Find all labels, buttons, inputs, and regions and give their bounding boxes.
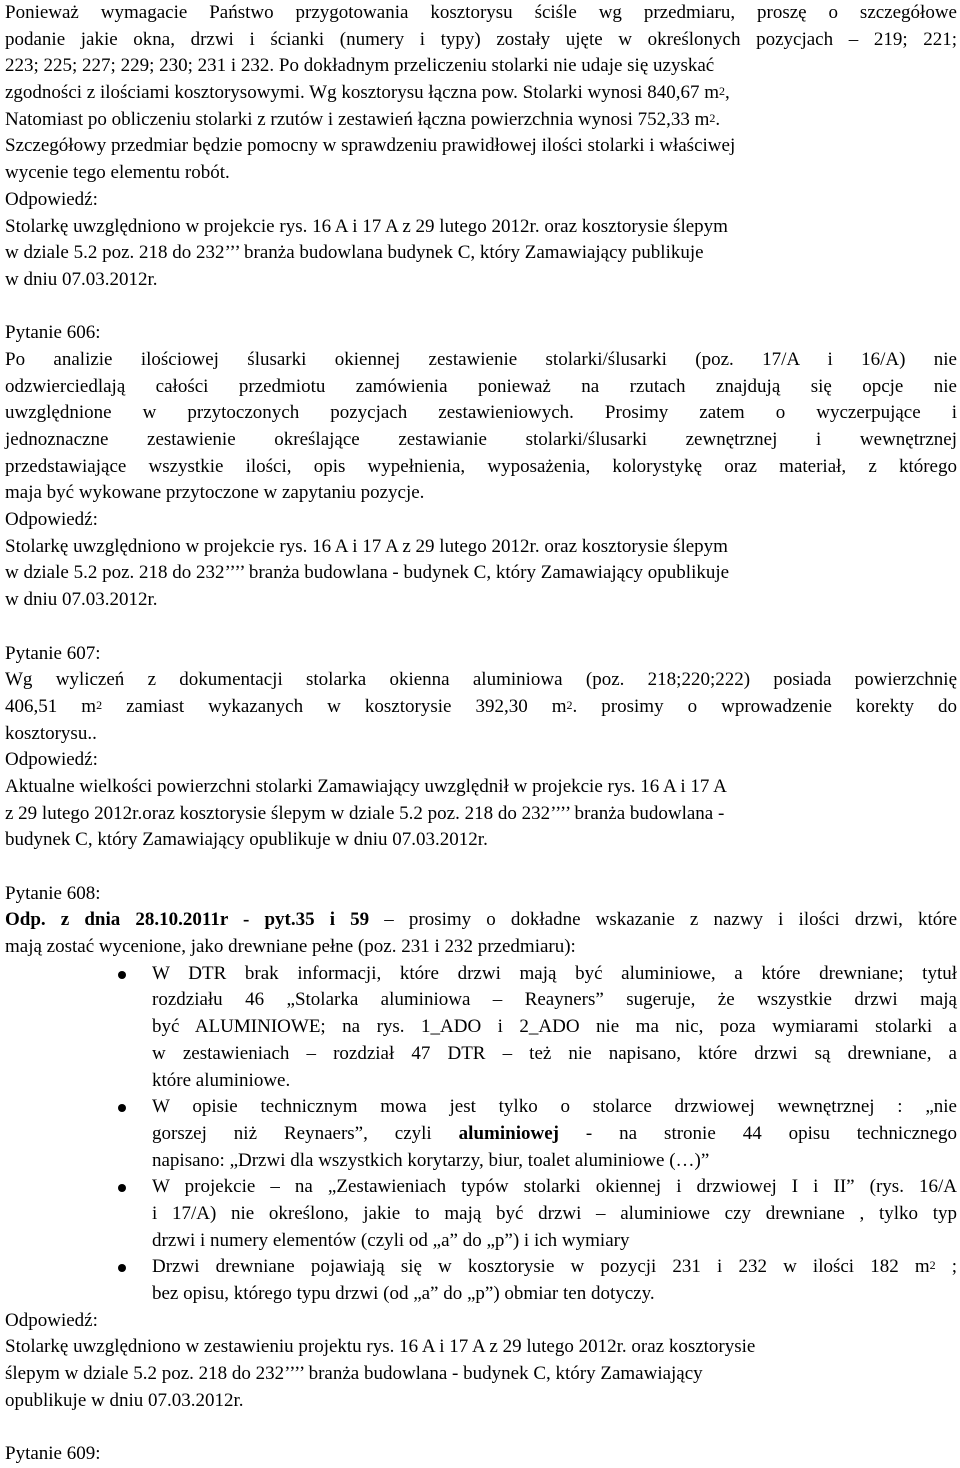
document-page [5,0,957,1468]
question-606 [5,320,957,614]
text-line: mają zostać wycenione, jako drewniane pełne (poz. 231 i 232 przedmiaru): [5,936,576,958]
bullet-line: które aluminiowe. [152,1069,291,1091]
answer-label: Odpowiedź: [5,1309,98,1331]
bullet-item [5,1254,957,1307]
answer-line: w dziale 5.2 poz. 218 do 232’’’ branża budowlana budynek C, który Zamawiający publikuje [5,242,704,264]
answer-line: z 29 lutego 2012r.oraz kosztorysie ślepym w dziale 5.2 poz. 218 do 232’’’’ branża budowlana - [5,802,725,824]
bullet-line: i 17/A) nie określono, jakie to mają być drzwi – aluminiowe czy drewniane , tylko typ [152,1202,957,1224]
answer-line: ślepym w dziale 5.2 poz. 218 do 232’’’’ branża budowlana - budynek C, który Zamawiający [5,1363,703,1385]
text-line: wycenie tego elementu robót. [5,162,230,184]
answer-line: Stolarkę uwzględniono w projekcie rys. 16 A i 17 A z 29 lutego 2012r. oraz kosztorysie ślepym [5,215,728,237]
bullet-line: bez opisu, którego typu drzwi (od „a” do „p”) obmiar ten dotyczy. [152,1283,655,1304]
question-607 [5,641,957,855]
text-line: Ponieważ wymagacie Państwo przygotowania kosztorysu ściśle wg przedmiaru, proszę o szczegółowe [5,2,957,23]
text-line: Szczegółowy przedmiar będzie pomocny w sprawdzeniu prawidłowej ilości stolarki i właściwej [5,135,736,157]
text-line: kosztorysu.. [5,722,97,744]
reference-bold: Odp. z dnia 28.10.2011r - pyt.35 i 59 [5,909,370,931]
bullet-line: być ALUMINIOWE; na rys. 1_ADO i 2_ADO nie ma nic, poza wymiarami stolarki a [152,1016,957,1038]
question-title: Pytanie 608: [5,882,101,904]
text-line: jednoznaczne zestawienie określające zestawianie stolarki/ślusarki zewnętrznej i wewnętrznej [5,429,957,450]
bullet-line: W projekcie – na „Zestawieniach typów stolarki okiennej i drzwiowej I i II” (rys. 16/A [152,1176,957,1198]
bullet-line: drzwi i numery elementów (czyli od „a” do „p”) i ich wymiary [152,1229,630,1251]
text-line: zgodności z ilościami kosztorysowymi. Wg kosztorysu łączna pow. Stolarki wynosi 840,67 $m^2$, [5,82,730,104]
question-title: Pytanie 609: [5,1443,101,1465]
answer-line: w dziale 5.2 poz. 218 do 232’’’’ branża budowlana - budynek C, który Zamawiający opublikuje [5,562,730,584]
text-line: podanie jakie okna, drzwi i ścianki (numery i typy) zostały ujęte w określonych pozycjach – 219; 221; [5,28,957,50]
answer-line: w dniu 07.03.2012r. [5,589,158,611]
text-line: 223; 225; 227; 229; 230; 231 i 232. Po dokładnym przeliczeniu stolarki nie udaje się uzyskać [5,55,715,77]
text-line: uwzględnione w przytoczonych pozycjach zestawieniowych. Prosimy zatem o wyczerpujące i [5,402,957,424]
answer-line: Stolarkę uwzględniono w projekcie rys. 16 A i 17 A z 29 lutego 2012r. oraz kosztorysie ślepym [5,535,728,557]
answer-line: Stolarkę uwzględniono w zestawieniu projektu rys. 16 A i 17 A z 29 lutego 2012r. oraz kosztorysie [5,1336,756,1358]
bullet-item [5,961,957,1094]
answer-line: opublikuje w dniu 07.03.2012r. [5,1389,244,1411]
answer-label: Odpowiedź: [5,188,98,210]
answer-label: Odpowiedź: [5,509,98,531]
text-line: maja być wykowane przytoczone w zapytaniu pozycje. [5,482,425,504]
answer-line: Aktualne wielkości powierzchni stolarki Zamawiający uwzględnił w projekcie rys. 16 A i 17 A [5,775,727,797]
bullet-line: W opisie technicznym mowa jest tylko o stolarce drzwiowej wewnętrznej : „nie [152,1096,957,1118]
bullet-line: gorszej niż Reynaers”, czyli aluminiowej - na stronie 44 opisu technicznego [152,1122,957,1144]
bullet-item [5,1094,957,1174]
bullet-line: W DTR brak informacji, które drzwi mają być aluminiowe, a które drewniane; tytuł [152,962,957,984]
bullet-line: w zestawieniach – rozdział 47 DTR – też nie napisano, które drzwi są drewniane, a [152,1042,957,1064]
bullet-line: napisano: „Drzwi dla wszystkich korytarzy, biur, toalet aluminiowe (…)” [152,1149,710,1171]
question-608 [5,881,957,1415]
answer-line: w dniu 07.03.2012r. [5,268,158,290]
bullet-icon [118,971,126,979]
question-title: Pytanie 606: [5,322,101,344]
answer-label: Odpowiedź: [5,749,98,771]
text-line: 406,51 $m^2$ zamiast wykazanych w kosztorysie 392,30 $m^2$. prosimy o wprowadzenie korekty do [5,695,958,717]
text-line: odzwierciedlają całości przedmiotu zamówienia ponieważ na rzutach znajdują się opcje nie [5,375,957,397]
answer-line: budynek C, który Zamawiający opublikuje w dniu 07.03.2012r. [5,829,488,851]
text-line: Natomiast po obliczeniu stolarki z rzutów i zestawień łączna powierzchnia wynosi 752,33 $m^2$. [5,108,721,130]
text-line: Wg wyliczeń z dokumentacji stolarka okienna aluminiowa (poz. 218;220;222) posiada powierzchnię [5,669,957,691]
bullet-line: Drzwi drewniane pojawiają się w kosztorysie w pozycji 231 i 232 w ilości 182 $m^2$ ; [152,1256,958,1278]
text-line: przedstawiające wszystkie ilości, opis wypełnienia, wyposażenia, kolorystykę oraz materiał, z którego [5,455,957,477]
text-line: Odp. z dnia 28.10.2011r - pyt.35 i 59 – prosimy o dokładne wskazanie z nazwy i ilości drzwi, które [5,909,958,931]
bullet-line: rozdziału 46 „Stolarka aluminiowa – Reayners” sugeruje, że wszystkie drzwi mają [152,989,957,1011]
text-line: Po analizie ilościowej ślusarki okiennej zestawienie stolarki/ślusarki (poz. 17/A i 16/A) nie [5,348,957,370]
question-title: Pytanie 607: [5,642,101,664]
bullet-item [5,1174,957,1254]
question-605-continuation [5,0,957,294]
